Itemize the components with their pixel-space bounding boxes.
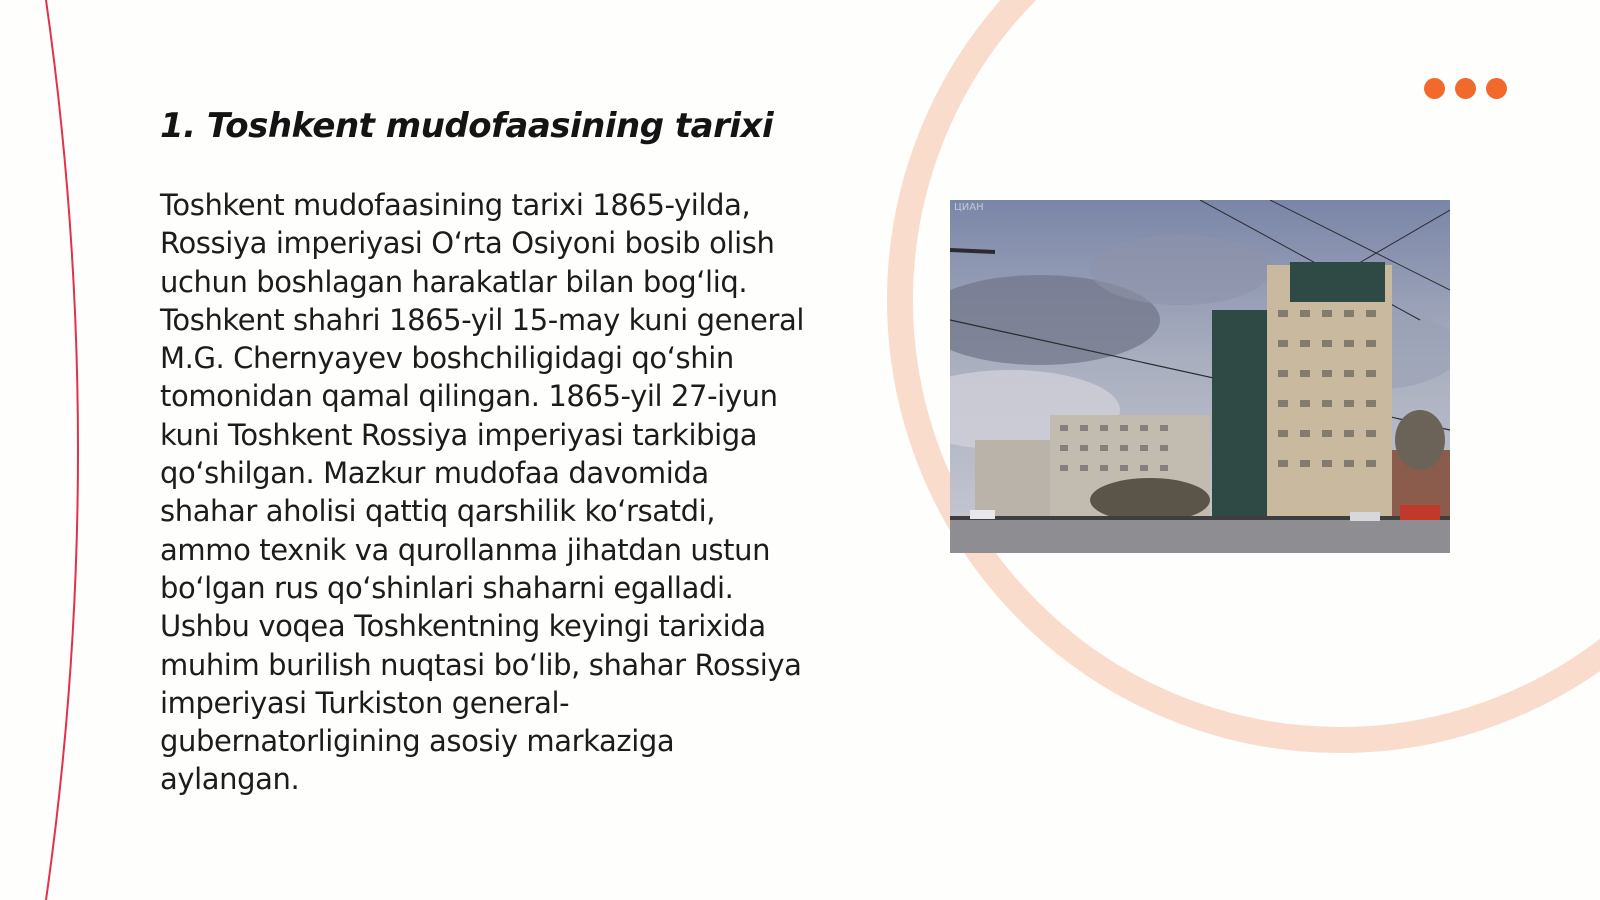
body-line: tomonidan qamal qilingan. 1865-yil 27-iyun xyxy=(160,379,778,414)
body-line: ammo texnik va qurollanma jihatdan ustun xyxy=(160,532,771,567)
dot-icon xyxy=(1486,78,1507,99)
body-line: Toshkent mudofaasining tarixi 1865-yilda, xyxy=(160,188,751,222)
left-accent-line xyxy=(46,0,78,900)
body-line: Ushbu voqea Toshkentning keyingi tarixida xyxy=(160,609,766,644)
body-line: imperiyasi Turkiston general- xyxy=(160,685,570,720)
body-line: M.G. Chernyayev boshchiligidagi qo‘shin xyxy=(160,341,734,376)
dot-icon xyxy=(1455,78,1476,99)
body-line: shahar aholisi qattiq qarshilik ko‘rsatdi, xyxy=(160,494,716,529)
body-line: muhim burilish nuqtasi bo‘lib, shahar Rossiya xyxy=(160,647,802,682)
body-line: Toshkent shahri 1865-yil 15-may kuni general xyxy=(160,302,805,337)
body-line: Rossiya imperiyasi O‘rta Osiyoni bosib olish xyxy=(160,226,775,261)
building-photo xyxy=(950,200,1450,553)
slide-body xyxy=(160,186,850,799)
slide-title: 1. Toshkent mudofaasining tarixi xyxy=(160,106,774,146)
body-line: uchun boshlagan harakatlar bilan bog‘liq. xyxy=(160,264,748,299)
photo-watermark: ЦИАН xyxy=(954,202,984,213)
body-line: aylangan. xyxy=(160,762,300,797)
body-line: kuni Toshkent Rossiya imperiyasi tarkibiga xyxy=(160,417,758,452)
body-line: gubernatorligining asosiy markaziga xyxy=(160,724,675,759)
body-line: bo‘lgan rus qo‘shinlari shaharni egalladi. xyxy=(160,570,734,605)
dots-ornament xyxy=(1424,78,1507,99)
dot-icon xyxy=(1424,78,1445,99)
body-line: qo‘shilgan. Mazkur mudofaa davomida xyxy=(160,456,709,491)
